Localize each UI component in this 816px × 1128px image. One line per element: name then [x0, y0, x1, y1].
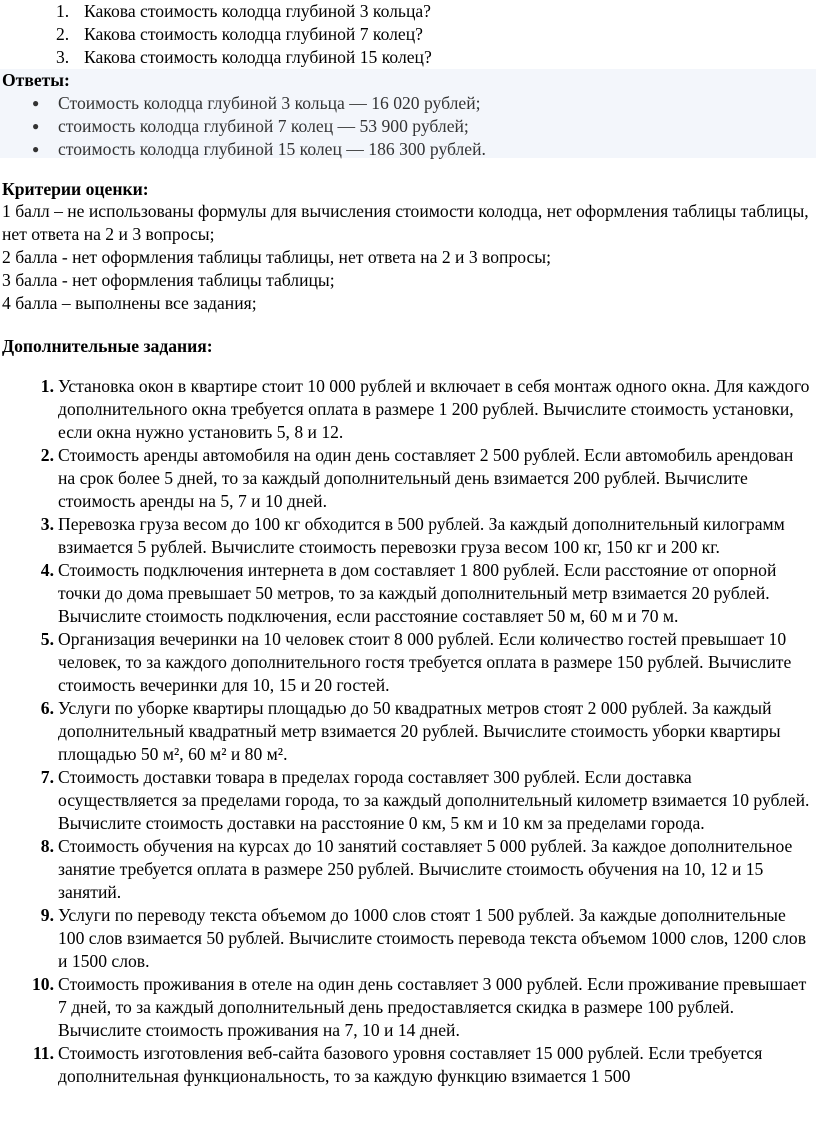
- task-text: Услуги по уборке квартиры площадью до 50 квадратных метров стоят 2 000 рублей. За каждый дополнительный квадратный метр взимается 20 рублей. Вычислите стоимость уборки квартиры площадью 50 м², 60 м² и 80 м².: [58, 698, 781, 764]
- question-number: 1.: [56, 1, 70, 21]
- criteria-line: 2 балла - нет оформления таблицы таблицы, нет ответа на 2 и 3 вопросы;: [2, 247, 551, 267]
- criteria-line: 1 балл – не использованы формулы для вычисления стоимости колодца, нет оформления таблицы таблицы, нет ответа на 2 и 3 вопросы;: [2, 201, 809, 244]
- task-text: Установка окон в квартире стоит 10 000 рублей и включает в себя монтаж одного окна. Для каждого дополнительного окна требуется оплата в размере 1 200 рублей. Вычислите стоимость установки, если окна нужно установить 5, 8 и 12.: [58, 376, 810, 442]
- question-number: 3.: [56, 47, 70, 67]
- task-item: [0, 835, 816, 904]
- task-number: 4.: [40, 560, 54, 580]
- task-item: [0, 375, 816, 444]
- bullet-icon: ●: [32, 119, 40, 133]
- task-item: [0, 513, 816, 559]
- task-number: 3.: [40, 514, 54, 534]
- task-number: 9.: [40, 905, 54, 925]
- answers-heading: Ответы:: [2, 70, 70, 90]
- task-number: 10.: [32, 974, 54, 994]
- task-text: Стоимость изготовления веб-сайта базового уровня составляет 15 000 рублей. Если требуется дополнительная функциональность, то за каждую функцию взимается 1 500: [58, 1043, 763, 1086]
- criteria-heading: Критерии оценки:: [2, 179, 149, 199]
- task-item: [0, 904, 816, 973]
- task-text: Стоимость подключения интернета в дом составляет 1 800 рублей. Если расстояние от опорной точки до дома превышает 50 метров, то за каждый дополнительный метр взимается 20 рублей. Вычислите стоимость подключения, если расстояние составляет 50 м, 60 м и 70 м.: [58, 560, 777, 626]
- task-number: 7.: [40, 767, 54, 787]
- criteria-line: 4 балла – выполнены все задания;: [2, 293, 257, 313]
- task-item: [0, 559, 816, 628]
- question-text: Какова стоимость колодца глубиной 15 колец?: [84, 47, 432, 67]
- task-item: [0, 973, 816, 1042]
- task-item: [0, 628, 816, 697]
- task-number: 6.: [40, 698, 54, 718]
- task-number: 2.: [40, 445, 54, 465]
- question-text: Какова стоимость колодца глубиной 3 кольца?: [84, 1, 431, 21]
- extra-tasks-heading: Дополнительные задания:: [2, 336, 213, 356]
- task-text: Стоимость аренды автомобиля на один день составляет 2 500 рублей. Если автомобиль арендован на срок более 5 дней, то за каждый дополнительный день взимается 200 рублей. Вычислите стоимость аренды на 5, 7 и 10 дней.: [58, 445, 794, 511]
- extra-tasks-list: [0, 375, 816, 1088]
- task-item: [0, 1042, 816, 1088]
- answer-text: стоимость колодца глубиной 15 колец — 186 300 рублей.: [58, 139, 486, 159]
- task-text: Стоимость обучения на курсах до 10 занятий составляет 5 000 рублей. За каждое дополнительное занятие требуется оплата в размере 250 рублей. Вычислите стоимость обучения на 10, 12 и 15 занятий.: [58, 836, 793, 902]
- bullet-icon: ●: [32, 142, 40, 156]
- criteria-line: 3 балла - нет оформления таблицы таблицы;: [2, 270, 335, 290]
- task-number: 1.: [40, 376, 54, 396]
- task-number: 11.: [32, 1043, 54, 1063]
- task-text: Стоимость доставки товара в пределах города составляет 300 рублей. Если доставка осуществляется за пределами города, то за каждый дополнительный километр взимается 10 рублей. Вычислите стоимость доставки на расстояние 0 км, 5 км и 10 км за пределами города.: [58, 767, 810, 833]
- answer-text: стоимость колодца глубиной 7 колец — 53 900 рублей;: [58, 116, 469, 136]
- task-text: Перевозка груза весом до 100 кг обходится в 500 рублей. За каждый дополнительный килограмм взимается 5 рублей. Вычислите стоимость перевозки груза весом 100 кг, 150 кг и 200 кг.: [58, 514, 785, 557]
- answer-text: Стоимость колодца глубиной 3 кольца — 16 020 рублей;: [58, 93, 481, 113]
- task-item: [0, 444, 816, 513]
- criteria-block: [2, 200, 814, 315]
- task-text: Организация вечеринки на 10 человек стоит 8 000 рублей. Если количество гостей превышает 10 человек, то за каждого дополнительного гостя требуется оплата в размере 150 рублей. Вычислите стоимость вечеринки для 10, 15 и 20 гостей.: [58, 629, 792, 695]
- question-number: 2.: [56, 24, 70, 44]
- task-item: [0, 766, 816, 835]
- question-text: Какова стоимость колодца глубиной 7 колец?: [84, 24, 423, 44]
- task-number: 5.: [40, 629, 54, 649]
- bullet-icon: ●: [32, 96, 40, 110]
- task-item: [0, 697, 816, 766]
- task-number: 8.: [40, 836, 54, 856]
- task-text: Стоимость проживания в отеле на один день составляет 3 000 рублей. Если проживание превышает 7 дней, то за каждый дополнительный день предоставляется скидка в размере 100 рублей. Вычислите стоимость проживания на 7, 10 и 14 дней.: [58, 974, 807, 1040]
- task-text: Услуги по переводу текста объемом до 1000 слов стоят 1 500 рублей. За каждые дополнительные 100 слов взимается 50 рублей. Вычислите стоимость перевода текста объемом 1000 слов, 1200 слов и 1500 слов.: [58, 905, 806, 971]
